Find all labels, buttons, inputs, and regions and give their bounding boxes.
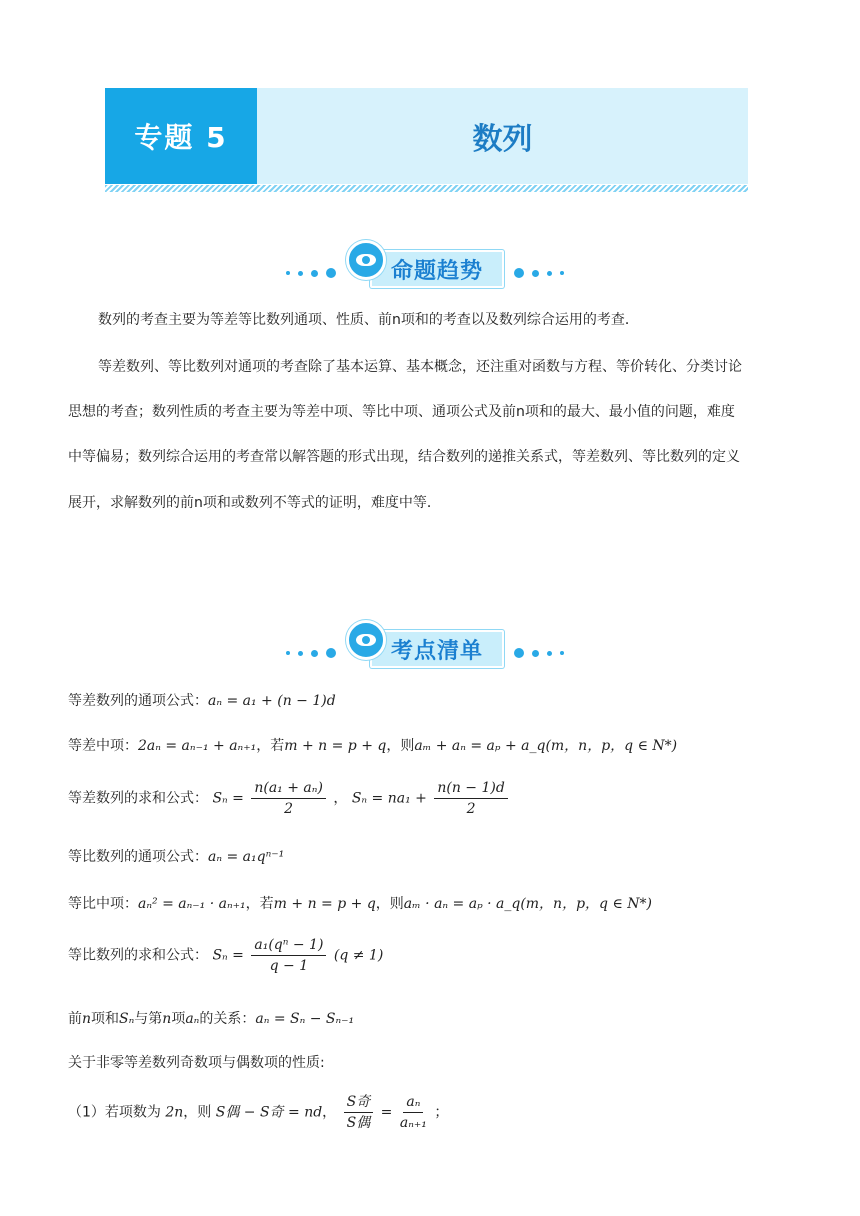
section-title-trend: 命题趋势 bbox=[370, 250, 504, 288]
trend-paragraph-2-line4: 展开，求解数列的前n项和或数列不等式的证明，难度中等． bbox=[68, 495, 441, 511]
trend-paragraph-2-line3: 中等偏易；数列综合运用的考查常以解答题的形式出现，结合数列的递推关系式，等差数列、等比数列的定义 bbox=[68, 449, 740, 465]
formula-geo-mean: 等比中项：aₙ² = aₙ₋₁ · aₙ₊₁，若m + n = p + q，则aₘ · aₙ = aₚ · a_q(m，n，p，q ∈ N*) bbox=[68, 896, 652, 912]
right-dots bbox=[514, 648, 564, 658]
section-title-points: 考点清单 bbox=[370, 630, 504, 668]
fraction: $\frac{\text{S奇}}{\text{S偶}}$ bbox=[344, 1092, 374, 1133]
trend-paragraph-1: 数列的考查主要为等差等比数列通项、性质、前n项和的考查以及数列综合运用的考查． bbox=[98, 312, 639, 328]
left-dots bbox=[286, 268, 336, 278]
topic-number: 专题 5 bbox=[105, 88, 257, 184]
math-expr: aₙ = a₁ + (n − 1)d bbox=[208, 693, 336, 709]
property-heading: 关于非零等差数列奇数项与偶数项的性质: bbox=[68, 1055, 325, 1071]
formula-arith-mean: 等差中项：2aₙ = aₙ₋₁ + aₙ₊₁，若m + n = p + q，则aₘ + aₙ = aₚ + a_q(m，n，p，q ∈ N*) bbox=[68, 738, 678, 754]
trend-paragraph-2-line1: 等差数列、等比数列对通项的考查除了基本运算、基本概念，还注重对函数与方程、等价转化、分类讨论 bbox=[98, 359, 742, 375]
eye-icon bbox=[346, 620, 386, 660]
topic-title: 数列 bbox=[257, 88, 748, 184]
formula-arith-general: 等差数列的通项公式：aₙ = a₁ + (n − 1)d bbox=[68, 693, 336, 709]
fraction: $\frac{\text{aₙ}}{\text{aₙ₊₁}}$ bbox=[399, 1094, 427, 1131]
fraction: $\frac{\text{a₁(qⁿ − 1)}}{q - 1}$ bbox=[251, 935, 326, 976]
formula-arith-sum: 等差数列的求和公式： Sₙ = $\frac{\text{n(a₁ + aₙ)}}{2}$ ， Sₙ = na₁ + $\frac{n(n - 1)d}{2}$ bbox=[68, 778, 511, 819]
formula-geo-sum: 等比数列的求和公式： Sₙ = $\frac{\text{a₁(qⁿ − 1)}}{q - 1}$ (q ≠ 1) bbox=[68, 937, 384, 974]
section-header-points bbox=[280, 620, 580, 670]
fraction: $\frac{\text{n(a₁ + aₙ)}}{2}$ bbox=[251, 778, 326, 819]
left-dots bbox=[286, 648, 336, 658]
right-dots bbox=[514, 268, 564, 278]
formula-geo-general: 等比数列的通项公式：aₙ = a₁qⁿ⁻¹ bbox=[68, 849, 285, 865]
formula-sn-an-relation: 前n项和Sₙ与第n项aₙ的关系：aₙ = Sₙ − Sₙ₋₁ bbox=[68, 1011, 355, 1027]
fraction: $\frac{n(n - 1)d}{2}$ bbox=[434, 778, 507, 819]
banner-stripe bbox=[105, 185, 748, 192]
section-header-trend bbox=[280, 240, 580, 290]
trend-paragraph-2-line2: 思想的考查；数列性质的考查主要为等差中项、等比中项、通项公式及前n项和的最大、最小值的问题，难度 bbox=[68, 404, 735, 420]
topic-banner bbox=[105, 88, 748, 192]
eye-icon bbox=[346, 240, 386, 280]
property-item-1: （1）若项数为 2n，则 S偶 − S奇 = nd， $\frac{\text{S奇}}{\text{S偶}}$ = $\frac{\text{aₙ}}{\text{aₙ₊₁}}$ ； bbox=[68, 1094, 449, 1131]
